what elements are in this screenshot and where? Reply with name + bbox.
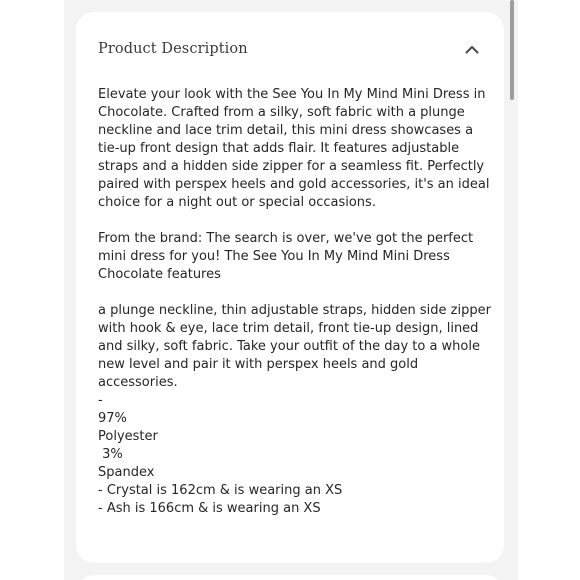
section-title: Product Description xyxy=(98,41,248,57)
page-viewport xyxy=(64,0,518,580)
product-description-header[interactable] xyxy=(98,37,482,61)
product-description-text: Elevate your look with the See You In My Mind Mini Dress in Chocolate. Crafted from a silky, soft fabric with a plunge neckline and lace trim detail, this mini dress showcases a tie-up front design that adds flair. It features adjustable straps and a hidden side zipper for a seamless fit. Perfectly paired with perspex heels and gold accessories, it's an ideal choice for a night out or special occasions. From the brand: The search is over, we've got the perfect mini dress for you! The See You In My Mind Mini Dress Chocolate features a plunge neckline, thin adjustable straps, hidden side zipper with hook & eye, lace trim detail, front tie-up design, lined and silky, soft fabric. Take your outfit of the day to a whole new level and pair it with perspex heels and gold accessories. - 97% Polyester 3% Spandex - Crystal is 162cm & is wearing an XS - Ash is 166cm & is wearing an XS xyxy=(98,87,491,516)
scrollbar-thumb[interactable] xyxy=(510,0,514,100)
collapse-button[interactable] xyxy=(462,39,482,59)
chevron-up-icon xyxy=(465,45,479,54)
next-section-card xyxy=(76,575,504,580)
product-description-card xyxy=(76,12,504,563)
